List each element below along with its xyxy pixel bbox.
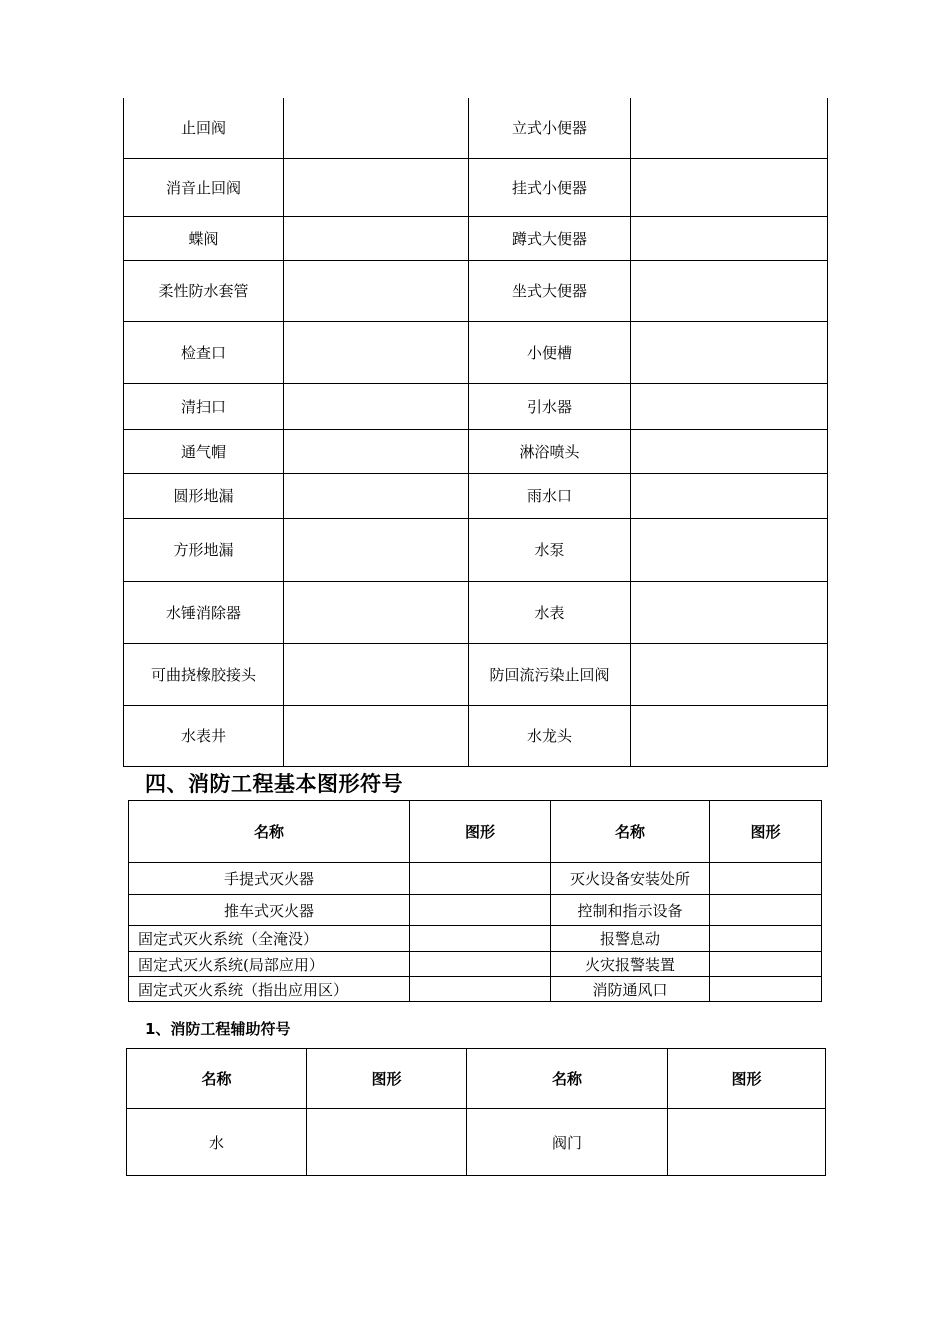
table-row <box>124 473 828 518</box>
symbol-figure-cell <box>410 977 551 1002</box>
section-heading: 四、消防工程基本图形符号 <box>145 772 403 796</box>
table-row <box>124 260 828 321</box>
symbol-figure-cell <box>631 383 828 429</box>
symbol-figure-cell <box>631 473 828 518</box>
symbol-figure-cell <box>284 321 469 383</box>
table-row <box>124 383 828 429</box>
symbol-name: 水龙头 <box>469 705 631 766</box>
symbol-figure-cell <box>410 952 551 977</box>
column-header-name: 名称 <box>127 1049 307 1109</box>
symbol-figure-cell <box>284 581 469 643</box>
symbol-figure-cell <box>284 216 469 260</box>
symbol-figure-cell <box>631 321 828 383</box>
symbol-figure-cell <box>631 643 828 705</box>
symbol-figure-cell <box>284 705 469 766</box>
symbol-name: 柔性防水套管 <box>124 260 284 321</box>
subsection-heading: 1、消防工程辅助符号 <box>145 1020 291 1038</box>
symbol-name: 消防通风口 <box>551 977 710 1002</box>
symbol-figure-cell <box>710 977 822 1002</box>
symbol-name: 固定式灭火系统(局部应用） <box>129 952 410 977</box>
symbol-name: 报警息动 <box>551 926 710 952</box>
fire-symbols-table <box>128 800 822 1002</box>
symbol-figure-cell <box>631 158 828 216</box>
symbol-name: 消音止回阀 <box>124 158 284 216</box>
table-header-row <box>129 801 822 863</box>
symbol-name: 立式小便器 <box>469 98 631 158</box>
symbol-name: 水泵 <box>469 518 631 581</box>
symbol-figure-cell <box>410 926 551 952</box>
table-row <box>124 643 828 705</box>
table-header-row <box>127 1049 826 1109</box>
fire-auxiliary-symbols-table <box>126 1048 826 1176</box>
symbol-name: 手提式灭火器 <box>129 863 410 895</box>
table-row <box>129 926 822 952</box>
column-header-figure: 图形 <box>307 1049 467 1109</box>
symbol-name: 灭火设备安装处所 <box>551 863 710 895</box>
symbol-figure-cell <box>284 98 469 158</box>
symbol-figure-cell <box>631 581 828 643</box>
symbol-name: 小便槽 <box>469 321 631 383</box>
table-row <box>129 952 822 977</box>
table-row <box>129 977 822 1002</box>
table-row <box>124 581 828 643</box>
symbol-name: 引水器 <box>469 383 631 429</box>
symbol-name: 蹲式大便器 <box>469 216 631 260</box>
symbol-name: 阀门 <box>467 1109 668 1176</box>
plumbing-symbols-table <box>123 98 828 767</box>
symbol-figure-cell <box>710 952 822 977</box>
symbol-name: 水 <box>127 1109 307 1176</box>
symbol-figure-cell <box>631 98 828 158</box>
table-row <box>124 518 828 581</box>
symbol-name: 水表井 <box>124 705 284 766</box>
table-row <box>127 1109 826 1176</box>
table-row <box>124 216 828 260</box>
symbol-figure-cell <box>410 863 551 895</box>
symbol-name: 推车式灭火器 <box>129 895 410 926</box>
column-header-figure: 图形 <box>410 801 551 863</box>
table-row <box>124 321 828 383</box>
symbol-name: 控制和指示设备 <box>551 895 710 926</box>
table-row <box>124 705 828 766</box>
symbol-name: 检查口 <box>124 321 284 383</box>
symbol-name: 蝶阀 <box>124 216 284 260</box>
column-header-figure: 图形 <box>668 1049 826 1109</box>
table-row <box>129 895 822 926</box>
table-row <box>124 158 828 216</box>
symbol-figure-cell <box>410 895 551 926</box>
symbol-figure-cell <box>710 863 822 895</box>
symbol-name: 挂式小便器 <box>469 158 631 216</box>
table-row <box>129 863 822 895</box>
symbol-figure-cell <box>307 1109 467 1176</box>
symbol-name: 坐式大便器 <box>469 260 631 321</box>
column-header-name: 名称 <box>551 801 710 863</box>
symbol-name: 水表 <box>469 581 631 643</box>
column-header-name: 名称 <box>467 1049 668 1109</box>
table-row <box>124 429 828 473</box>
symbol-name: 淋浴喷头 <box>469 429 631 473</box>
column-header-figure: 图形 <box>710 801 822 863</box>
symbol-figure-cell <box>631 518 828 581</box>
symbol-name: 火灾报警装置 <box>551 952 710 977</box>
symbol-figure-cell <box>668 1109 826 1176</box>
symbol-figure-cell <box>284 473 469 518</box>
symbol-name: 可曲挠橡胶接头 <box>124 643 284 705</box>
symbol-name: 圆形地漏 <box>124 473 284 518</box>
symbol-name: 止回阀 <box>124 98 284 158</box>
symbol-figure-cell <box>284 429 469 473</box>
symbol-name: 清扫口 <box>124 383 284 429</box>
symbol-figure-cell <box>631 260 828 321</box>
symbol-figure-cell <box>284 643 469 705</box>
symbol-figure-cell <box>631 705 828 766</box>
symbol-figure-cell <box>631 216 828 260</box>
symbol-name: 水锤消除器 <box>124 581 284 643</box>
symbol-figure-cell <box>284 383 469 429</box>
symbol-figure-cell <box>284 158 469 216</box>
symbol-name: 固定式灭火系统（全淹没） <box>129 926 410 952</box>
symbol-name: 通气帽 <box>124 429 284 473</box>
symbol-figure-cell <box>710 895 822 926</box>
symbol-name: 固定式灭火系统（指出应用区） <box>129 977 410 1002</box>
symbol-figure-cell <box>710 926 822 952</box>
symbol-name: 方形地漏 <box>124 518 284 581</box>
symbol-name: 雨水口 <box>469 473 631 518</box>
symbol-name: 防回流污染止回阀 <box>469 643 631 705</box>
symbol-figure-cell <box>631 429 828 473</box>
symbol-figure-cell <box>284 260 469 321</box>
table-row <box>124 98 828 158</box>
column-header-name: 名称 <box>129 801 410 863</box>
symbol-figure-cell <box>284 518 469 581</box>
